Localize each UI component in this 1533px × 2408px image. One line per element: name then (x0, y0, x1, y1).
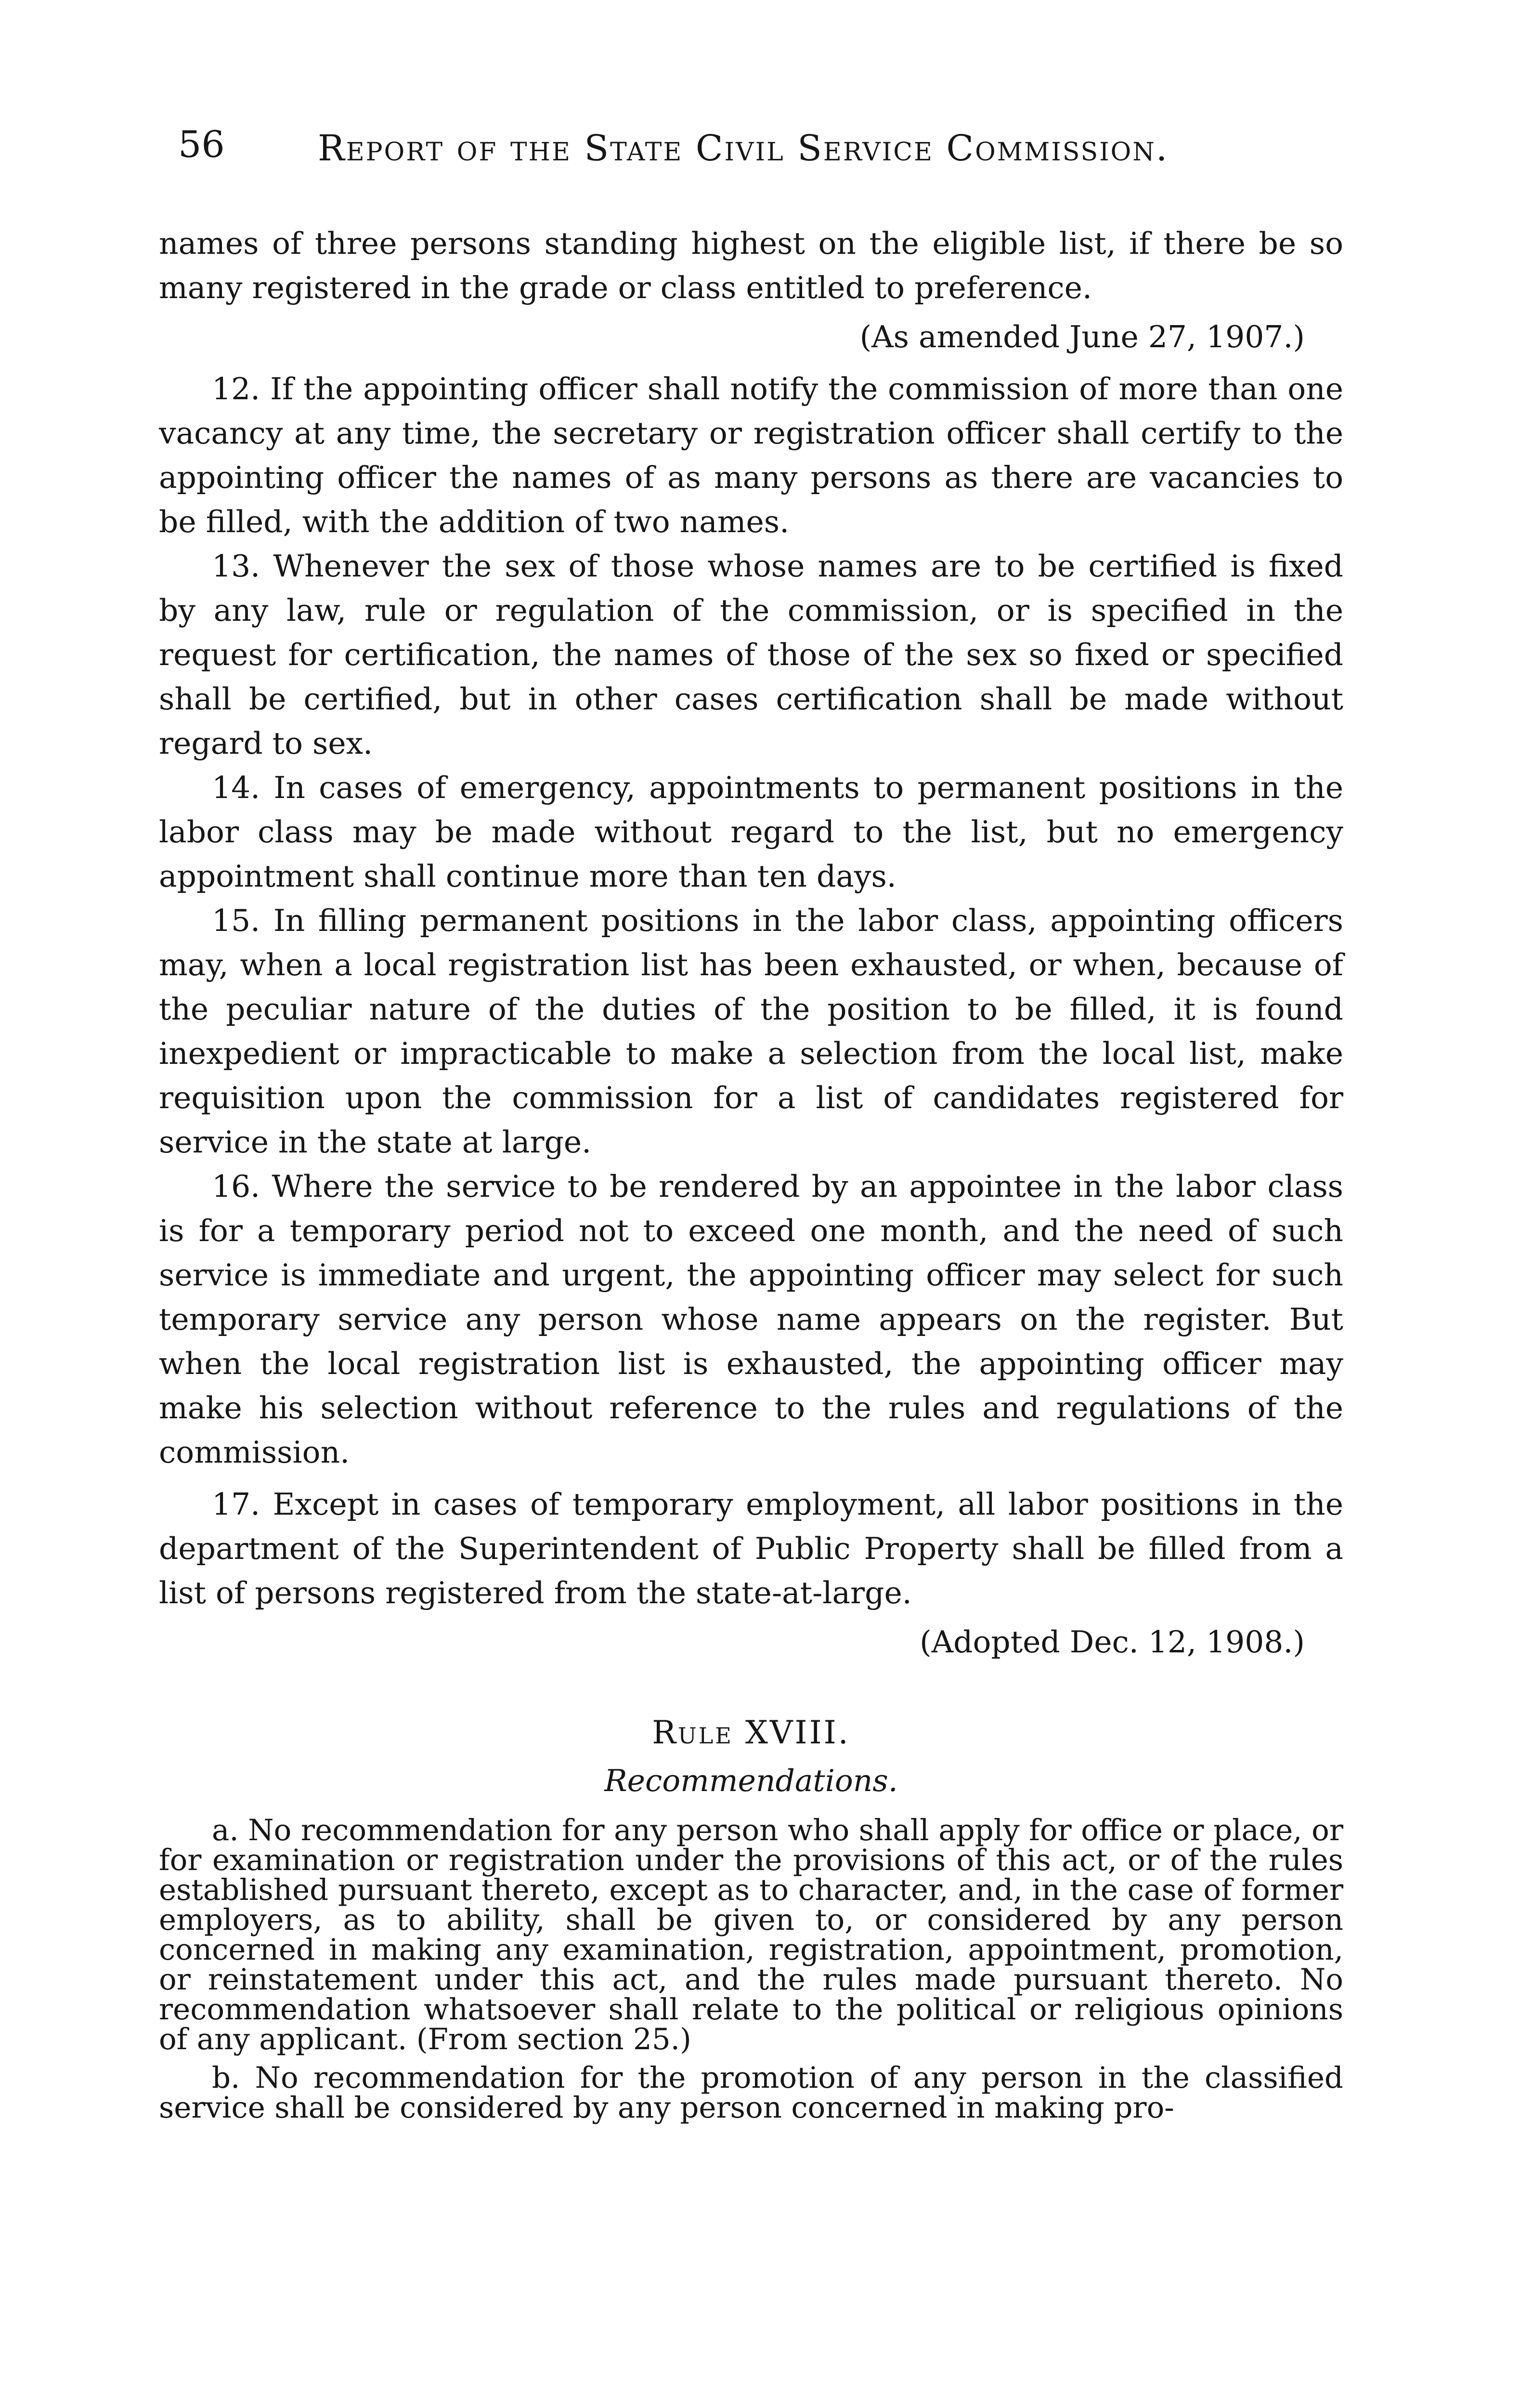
rule-16-paragraph: 16. Where the service to be rendered by an appointee in the labor class is for a temporary period not to exceed one month, and the need of such service is immediate and urgent, the appointing officer may select for such temporary service any person whose name appears on the register. But when the local registration list is exhausted, the appointing officer may make his selection without reference to the rules and regulations of the commission. (159, 1169, 1343, 1470)
section-heading: Rule XVIII. (652, 1714, 850, 1751)
rule-13-paragraph: 13. Whenever the sex of those whose names are to be certified is fixed by any law, rule or regulation of the commission, or is specified in the request for certification, the names of those of the sex so fixed or specified shall be certified, but in other cases certification shall be made without regard to sex. (159, 549, 1343, 761)
rule-12-paragraph: 12. If the appointing officer shall notify the commission of more than one vacancy at any time, the secretary or registration officer shall certify to the appointing officer the names of as many persons as there are vacancies to be filled, with the addition of two names. (159, 371, 1343, 539)
section-subheading: Recommendations. (604, 1763, 898, 1798)
page-body (159, 222, 1343, 2123)
intro-paragraph: names of three persons standing highest on the eligible list, if there be so many registered in the grade or class entitled to preference. (159, 226, 1343, 305)
paragraph-b: b. No recommendation for the promotion of any person in the classified service shall be considered by any person concerned in making pro- (159, 2061, 1343, 2125)
rule-14-paragraph: 14. In cases of emergency, appointments to permanent positions in the labor class may be made without regard to the list, but no emergency appointment shall continue more than ten days. (159, 770, 1343, 894)
rule-17-attribution: (Adopted Dec. 12, 1908.) (920, 1624, 1305, 1660)
rule-15-paragraph: 15. In filling permanent positions in the labor class, appointing officers may, when a local registration list has been exhausted, or when, because of the peculiar nature of the duties of the position to be filled, it is found inexpedient or impracticable to make a selection from the local list, make requisition upon the commission for a list of candidates registered for service in the state at large. (159, 903, 1343, 1160)
running-title: Report of the State Civil Service Commission. (318, 128, 1169, 169)
small-print-block (159, 1813, 1343, 2125)
intro-attribution: (As amended June 27, 1907.) (859, 319, 1305, 354)
rule-17-paragraph: 17. Except in cases of temporary employment, all labor positions in the department of the Superintendent of Public Property shall be filled from a list of persons registered from the state-at-large. (159, 1487, 1343, 1610)
paragraph-a: a. No recommendation for any person who shall apply for office or place, or for examination or registration under the provisions of this act, or of the rules established pursuant thereto, except as to character, and, in the case of former employers, as to ability, shall be given to, or considered by any person concerned in making any examination, registration, appointment, promotion, or reinstatement under this act, and the rules made pursuant thereto. No recommendation whatsoever shall relate to the political or religious opinions of any applicant. (From section 25.) (159, 1813, 1343, 2056)
page-number: 56 (178, 123, 225, 166)
page-header (178, 120, 1218, 173)
